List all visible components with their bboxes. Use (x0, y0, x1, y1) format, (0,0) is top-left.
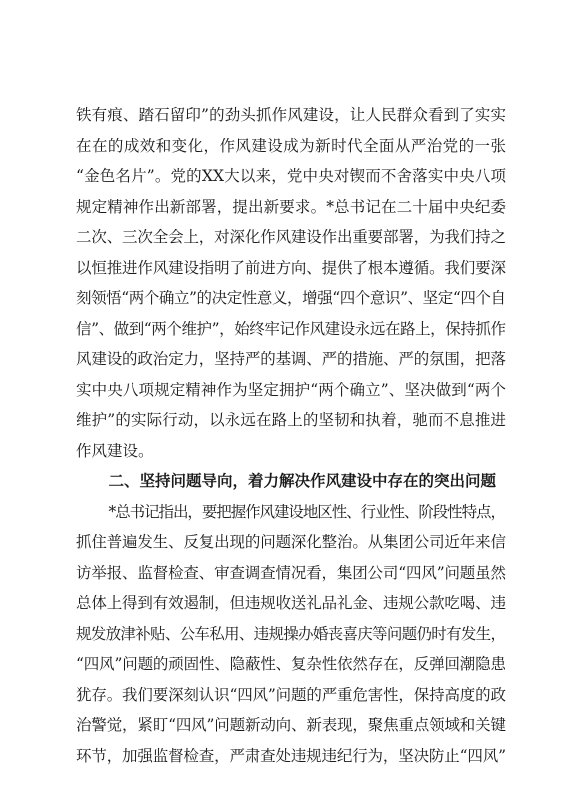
text-line: 实中央八项规定精神作为坚定拥护“两个确立”、坚决做到“两个 (76, 380, 506, 399)
text-line: “四风”问题的顽固性、隐蔽性、复杂性依然存在，反弹回潮隐患 (76, 655, 506, 673)
text-line: 以恒推进作风建设指明了前进方向、提供了根本遵循。我们要深 (76, 258, 506, 277)
text-line: 抓住普遍发生、反复出现的问题深化整治。从集团公司近年来信 (76, 533, 506, 551)
text-line: 风建设的政治定力，坚持严的基调、严的措施、严的氛围，把落 (76, 350, 506, 368)
text-line: 治警觉，紧盯“四风”问题新动向、新表现，聚焦重点领域和关键 (76, 716, 506, 734)
text-line: 犹存。我们要深刻认识“四风”问题的严重危害性，保持高度的政 (76, 685, 506, 704)
text-line: 规定精神作出新部署，提出新要求。*总书记在二十届中央纪委 (76, 197, 506, 216)
text-line: 刻领悟“两个确立”的决定性意义，增强“四个意识”、坚定“四个自 (76, 289, 506, 307)
text-line: “金色名片”。党的XX大以来，党中央对锲而不舍落实中央八项 (76, 167, 506, 185)
text-line: 作风建设。 (76, 441, 154, 460)
body-text (76, 100, 506, 771)
text-line: 总体上得到有效遏制，但违规收送礼品礼金、违规公款吃喝、违 (76, 594, 506, 612)
text-line: 铁有痕、踏石留印”的劲头抓作风建设，让人民群众看到了实实 (76, 106, 506, 124)
text-line: 维护”的实际行动，以永远在路上的坚韧和执着，驰而不息推进 (76, 411, 506, 429)
text-line: 规发放津补贴、公车私用、违规操办婚丧喜庆等问题仍时有发生， (76, 624, 506, 643)
text-line: 信”、做到“两个维护”，始终牢记作风建设永远在路上，保持抓作 (76, 319, 506, 338)
text-line: *总书记指出，要把握作风建设地区性、行业性、阶段性特点， (108, 502, 505, 521)
text-line: 环节，加强监督检查，严肃查处违规违纪行为，坚决防止“四风” (76, 746, 506, 765)
section-heading: 二、坚持问题导向，着力解决作风建设中存在的突出问题 (108, 471, 497, 490)
text-line: 二次、三次全会上，对深化作风建设作出重要部署，为我们持之 (76, 228, 506, 246)
text-line: 在在的成效和变化，作风建设成为新时代全面从严治党的一张 (76, 136, 506, 155)
text-line: 访举报、监督检查、审查调查情况看，集团公司“四风”问题虽然 (76, 563, 506, 582)
